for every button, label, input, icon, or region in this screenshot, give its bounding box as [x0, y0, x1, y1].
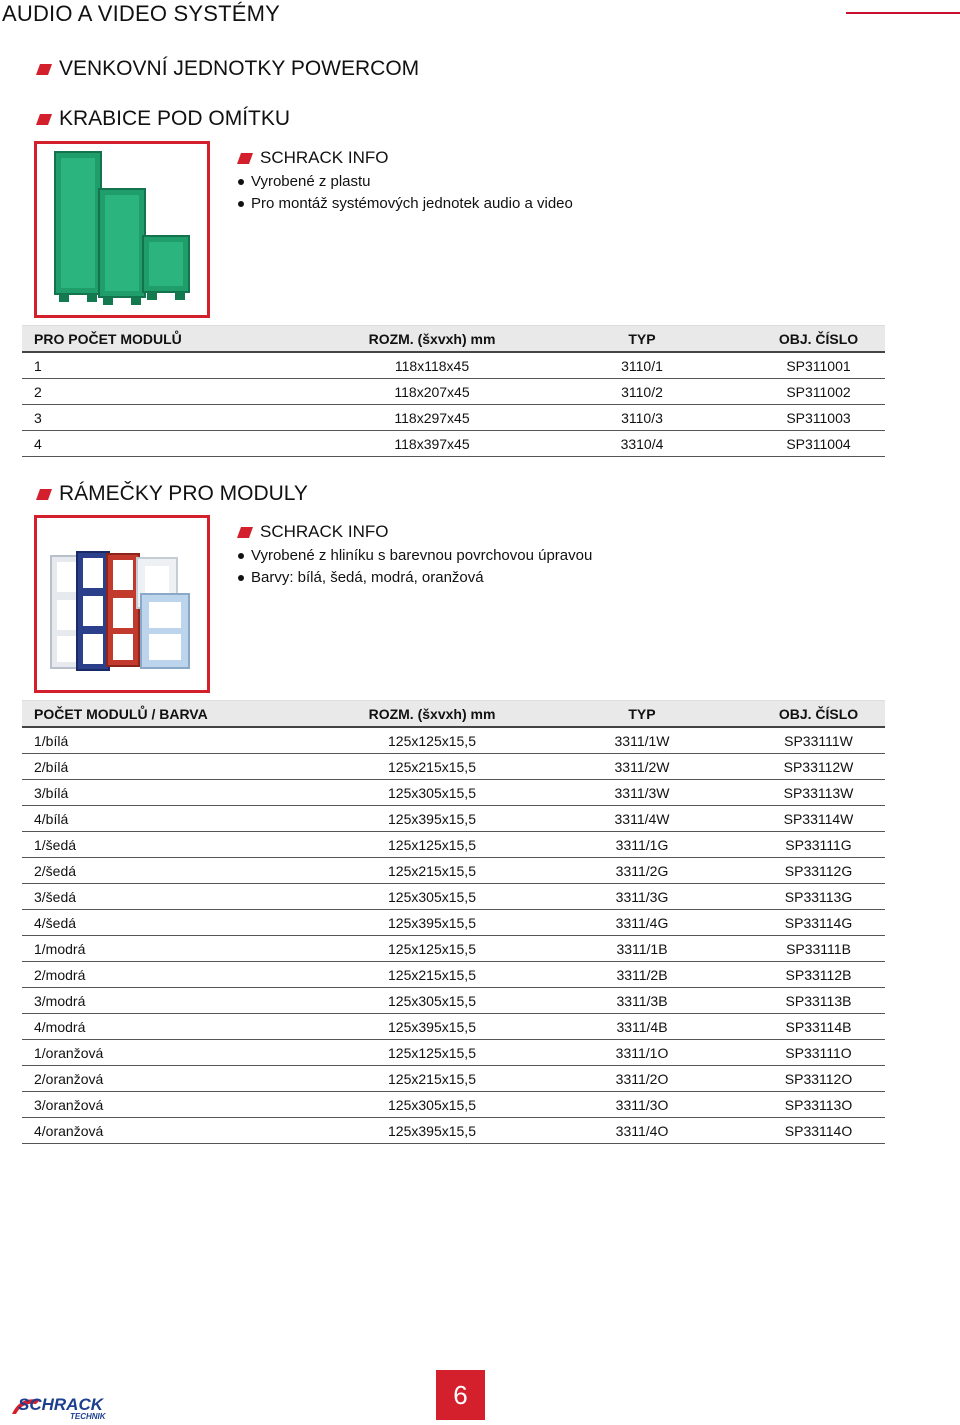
- cell: 4: [22, 431, 332, 457]
- section-box: [36, 106, 290, 132]
- logo-subtext: TECHNIK: [70, 1412, 106, 1420]
- table-row: [22, 780, 885, 806]
- bullet-dot-icon: [238, 201, 244, 207]
- cell: 1: [22, 352, 332, 379]
- section-title: KRABICE POD OMÍTKU: [59, 107, 291, 130]
- cell: SP33114W: [752, 806, 885, 832]
- box-info: [237, 148, 573, 215]
- cell: 3311/4W: [532, 806, 752, 832]
- info-item: [237, 567, 592, 589]
- table-row: [22, 936, 885, 962]
- cell: 125x395x15,5: [332, 806, 532, 832]
- section-title: VENKOVNÍ JEDNOTKY POWERCOM: [59, 57, 420, 80]
- info-item-text: Barvy: bílá, šedá, modrá, oranžová: [251, 569, 484, 586]
- cell: 125x215x15,5: [332, 1066, 532, 1092]
- cell: SP33113G: [752, 884, 885, 910]
- cell: 2/modrá: [22, 962, 332, 988]
- column-header: PRO POČET MODULŮ: [22, 326, 332, 353]
- cell: 3110/3: [532, 405, 752, 431]
- cell: 125x305x15,5: [332, 780, 532, 806]
- info-item: [237, 545, 592, 567]
- table-row: [22, 379, 885, 405]
- cell: 3: [22, 405, 332, 431]
- cell: 3/modrá: [22, 988, 332, 1014]
- table-row: [22, 1040, 885, 1066]
- cell: 125x125x15,5: [332, 1040, 532, 1066]
- cell: SP33112B: [752, 962, 885, 988]
- logo-text: SCHRACK: [18, 1395, 103, 1414]
- cell: SP311004: [752, 431, 885, 457]
- cell: 1/modrá: [22, 936, 332, 962]
- cell: 125x305x15,5: [332, 1092, 532, 1118]
- cell: 3/oranžová: [22, 1092, 332, 1118]
- column-header: OBJ. ČÍSLO: [752, 326, 885, 353]
- cell: 3311/3W: [532, 780, 752, 806]
- table-row: [22, 832, 885, 858]
- table-row: [22, 727, 885, 754]
- section-marker-icon: [36, 114, 52, 125]
- cell: 2/šedá: [22, 858, 332, 884]
- table-row: [22, 1014, 885, 1040]
- cell: 2/bílá: [22, 754, 332, 780]
- cell: 4/šedá: [22, 910, 332, 936]
- column-header: TYP: [532, 326, 752, 353]
- cell: SP33114O: [752, 1118, 885, 1144]
- cell: 125x215x15,5: [332, 962, 532, 988]
- cell: 125x305x15,5: [332, 884, 532, 910]
- cell: 1/oranžová: [22, 1040, 332, 1066]
- bullet-dot-icon: [238, 179, 244, 185]
- cell: 118x207x45: [332, 379, 532, 405]
- cell: SP33111G: [752, 832, 885, 858]
- cell: 125x305x15,5: [332, 988, 532, 1014]
- section-powercom: [36, 56, 419, 82]
- frames-info: [237, 522, 592, 589]
- cell: 125x395x15,5: [332, 1118, 532, 1144]
- cell: 3311/1W: [532, 727, 752, 754]
- cell: 125x125x15,5: [332, 936, 532, 962]
- cell: 4/modrá: [22, 1014, 332, 1040]
- header-rule: [846, 12, 960, 14]
- box-table: [22, 325, 885, 457]
- cell: SP311003: [752, 405, 885, 431]
- section-title: RÁMEČKY PRO MODULY: [59, 482, 308, 505]
- table-row: [22, 1092, 885, 1118]
- cell: 125x215x15,5: [332, 858, 532, 884]
- info-marker-icon: [237, 527, 253, 538]
- cell: 1/šedá: [22, 832, 332, 858]
- column-header: ROZM. (šxvxh) mm: [332, 701, 532, 728]
- info-item-text: Vyrobené z plastu: [251, 173, 371, 190]
- schrack-logo: [10, 1394, 128, 1425]
- cell: SP33111O: [752, 1040, 885, 1066]
- table-row: [22, 806, 885, 832]
- cell: 3/šedá: [22, 884, 332, 910]
- cell: 3311/1G: [532, 832, 752, 858]
- info-title: SCHRACK INFO: [260, 148, 389, 167]
- table-header-row: [22, 701, 885, 728]
- info-item: [237, 171, 573, 193]
- cell: 3311/3B: [532, 988, 752, 1014]
- page-number: 6: [436, 1370, 485, 1420]
- table-row: [22, 754, 885, 780]
- cell: 118x397x45: [332, 431, 532, 457]
- cell: 3311/1O: [532, 1040, 752, 1066]
- table-header-row: [22, 326, 885, 353]
- cell: 3/bílá: [22, 780, 332, 806]
- cell: 2: [22, 379, 332, 405]
- cell: 125x125x15,5: [332, 727, 532, 754]
- frames-image: [34, 515, 210, 693]
- cell: 3310/4: [532, 431, 752, 457]
- table-row: [22, 431, 885, 457]
- cell: SP33113W: [752, 780, 885, 806]
- cell: SP33111W: [752, 727, 885, 754]
- cell: 3311/3G: [532, 884, 752, 910]
- table-row: [22, 910, 885, 936]
- info-marker-icon: [237, 153, 253, 164]
- cell: 4/bílá: [22, 806, 332, 832]
- table-row: [22, 884, 885, 910]
- cell: 3311/3O: [532, 1092, 752, 1118]
- cell: 125x395x15,5: [332, 910, 532, 936]
- table-row: [22, 352, 885, 379]
- cell: 4/oranžová: [22, 1118, 332, 1144]
- cell: 118x297x45: [332, 405, 532, 431]
- cell: 1/bílá: [22, 727, 332, 754]
- cell: SP311002: [752, 379, 885, 405]
- cell: 2/oranžová: [22, 1066, 332, 1092]
- column-header: OBJ. ČÍSLO: [752, 701, 885, 728]
- table-row: [22, 405, 885, 431]
- section-marker-icon: [36, 489, 52, 500]
- section-frames: [36, 481, 308, 507]
- cell: 125x395x15,5: [332, 1014, 532, 1040]
- info-item-text: Pro montáž systémových jednotek audio a video: [251, 195, 573, 212]
- cell: SP33112O: [752, 1066, 885, 1092]
- cell: 3110/1: [532, 352, 752, 379]
- cell: 125x125x15,5: [332, 832, 532, 858]
- cell: 3311/2O: [532, 1066, 752, 1092]
- column-header: POČET MODULŮ / BARVA: [22, 701, 332, 728]
- cell: SP33114G: [752, 910, 885, 936]
- table-row: [22, 858, 885, 884]
- cell: 3311/2W: [532, 754, 752, 780]
- info-item-text: Vyrobené z hliníku s barevnou povrchovou úpravou: [251, 547, 593, 564]
- page-header-title: AUDIO A VIDEO SYSTÉMY: [2, 1, 281, 26]
- info-title: SCHRACK INFO: [260, 522, 389, 541]
- table-row: [22, 962, 885, 988]
- cell: 3311/4G: [532, 910, 752, 936]
- cell: SP33112G: [752, 858, 885, 884]
- section-marker-icon: [36, 64, 52, 75]
- cell: SP33112W: [752, 754, 885, 780]
- table-row: [22, 988, 885, 1014]
- table-row: [22, 1066, 885, 1092]
- cell: SP33113B: [752, 988, 885, 1014]
- cell: SP311001: [752, 352, 885, 379]
- cell: 118x118x45: [332, 352, 532, 379]
- cell: 125x215x15,5: [332, 754, 532, 780]
- column-header: TYP: [532, 701, 752, 728]
- cell: 3311/4O: [532, 1118, 752, 1144]
- flush-box-image: [34, 141, 210, 318]
- info-item: [237, 193, 573, 215]
- bullet-dot-icon: [238, 575, 244, 581]
- cell: 3311/2B: [532, 962, 752, 988]
- cell: 3110/2: [532, 379, 752, 405]
- cell: 3311/1B: [532, 936, 752, 962]
- bullet-dot-icon: [238, 553, 244, 559]
- cell: SP33113O: [752, 1092, 885, 1118]
- cell: SP33114B: [752, 1014, 885, 1040]
- table-row: [22, 1118, 885, 1144]
- cell: 3311/4B: [532, 1014, 752, 1040]
- cell: SP33111B: [752, 936, 885, 962]
- frames-table: [22, 700, 885, 1144]
- column-header: ROZM. (šxvxh) mm: [332, 326, 532, 353]
- cell: 3311/2G: [532, 858, 752, 884]
